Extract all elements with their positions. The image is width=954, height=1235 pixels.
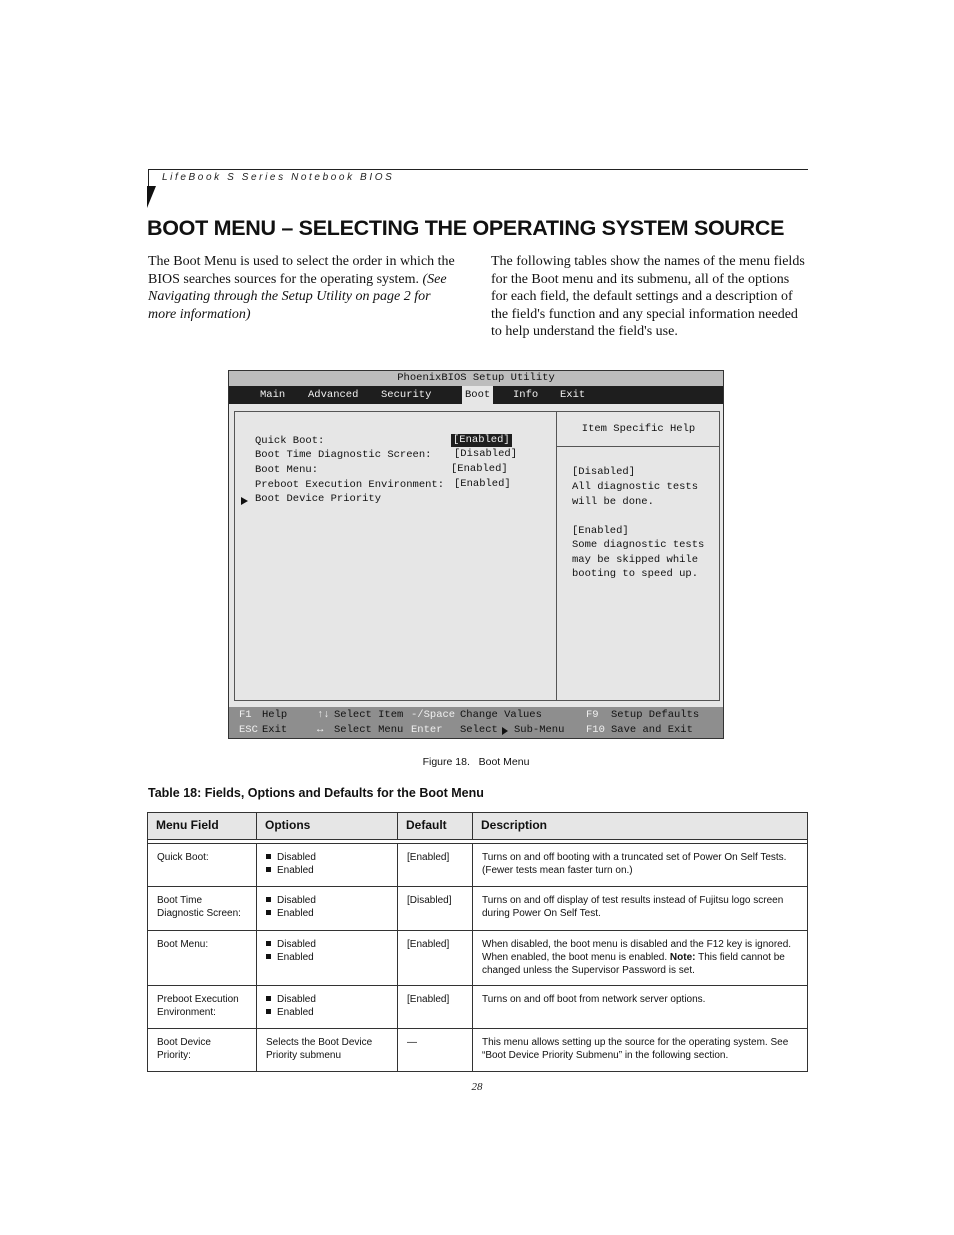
option-label: Disabled (277, 852, 316, 863)
running-header: LifeBook S Series Notebook BIOS (162, 172, 395, 183)
cell-options (257, 931, 398, 986)
option-item (266, 894, 388, 907)
cell-field: Boot Menu: (148, 931, 257, 986)
bios-screenshot (228, 370, 724, 739)
bios-field-boot-device-priority[interactable]: Boot Device Priority (255, 493, 382, 505)
page-title: BOOT MENU – SELECTING THE OPERATING SYSTEM SOURCE (147, 216, 785, 240)
table-header-row (148, 813, 808, 840)
help-title-rule (557, 446, 720, 447)
cell-description (473, 931, 808, 986)
header-rule (148, 169, 808, 170)
bullet-icon (266, 954, 271, 959)
bios-value-boot-time-diagnostic[interactable]: [Disabled] (454, 448, 518, 460)
key-f10: F10 (586, 724, 605, 736)
cell-default: [Enabled] (398, 931, 473, 986)
bios-menu-advanced[interactable]: Advanced (308, 389, 359, 401)
key-space-action: Change Values (460, 709, 542, 721)
key-f10-action: Save and Exit (611, 724, 693, 736)
bios-menu-boot[interactable]: Boot (462, 386, 493, 404)
cell-description: Turns on and off display of test results instead of Fujitsu logo screen during Power On Self Test. (473, 887, 808, 931)
table-title: Table 18: Fields, Options and Defaults for the Boot Menu (148, 786, 484, 800)
bios-menu-bar (229, 386, 723, 404)
bullet-icon (266, 910, 271, 915)
bios-menu-main[interactable]: Main (260, 389, 286, 401)
option-item (266, 864, 388, 877)
header-wedge-mark (147, 186, 156, 208)
table-row (148, 986, 808, 1029)
option-label: Disabled (277, 939, 316, 950)
option-item (266, 1006, 388, 1019)
option-label: Enabled (277, 1007, 314, 1018)
key-up-down-action: Select Item (334, 709, 404, 721)
cell-field: Boot Time Diagnostic Screen: (148, 887, 257, 931)
bios-value-preboot-execution[interactable]: [Enabled] (454, 478, 511, 490)
intro-paragraph-left (148, 253, 460, 323)
submenu-arrow-icon (241, 497, 248, 505)
cell-options (257, 844, 398, 887)
option-item (266, 851, 388, 864)
bios-field-boot-time-diagnostic[interactable]: Boot Time Diagnostic Screen: (255, 449, 432, 461)
bios-value-quick-boot[interactable]: [Enabled] (453, 434, 510, 446)
bullet-icon (266, 996, 271, 1001)
cell-field: Boot Device Priority: (148, 1029, 257, 1072)
help-line: will be done. (572, 496, 654, 508)
key-f1: F1 (239, 709, 252, 721)
cell-options: Selects the Boot Device Priority submenu (257, 1029, 398, 1072)
description-text: When disabled, the boot menu is disabled and the F12 key is ignored. When enabled, the boot menu is enabled. (482, 939, 792, 963)
bios-menu-exit[interactable]: Exit (560, 389, 586, 401)
option-label: Enabled (277, 865, 314, 876)
intro-left-reference: (See Navigating through the Setup Utility on page 2 for more information) (148, 271, 447, 322)
bios-footer (229, 707, 723, 738)
cell-options (257, 887, 398, 931)
header-description: Description (473, 813, 808, 840)
option-label: Enabled (277, 908, 314, 919)
key-f9: F9 (586, 709, 599, 721)
table-row (148, 1029, 808, 1072)
bullet-icon (266, 941, 271, 946)
bios-value-boot-menu[interactable]: [Enabled] (451, 463, 508, 475)
option-item (266, 993, 388, 1006)
bullet-icon (266, 854, 271, 859)
key-f9-action: Setup Defaults (611, 709, 700, 721)
key-esc: ESC (239, 724, 258, 736)
description-text: This field cannot be changed unless the Supervisor Password is set. (482, 952, 785, 976)
intro-left-text: The Boot Menu is used to select the order in which the BIOS searches sources for the operating system. (148, 254, 455, 287)
cell-description: This menu allows setting up the source for the operating system. See “Boot Device Priority Submenu” in the following section. (473, 1029, 808, 1072)
help-line: Some diagnostic tests (572, 539, 705, 551)
bullet-icon (266, 897, 271, 902)
key-up-down: ↑↓ (317, 709, 330, 721)
table-row (148, 844, 808, 887)
key-left-right: ↔ (317, 724, 324, 736)
help-line: All diagnostic tests (572, 481, 699, 493)
table-row (148, 931, 808, 986)
help-line: [Enabled] (572, 525, 629, 537)
bios-title-bar: PhoenixBIOS Setup Utility (229, 371, 723, 386)
key-esc-action: Exit (262, 724, 288, 736)
cell-default: — (398, 1029, 473, 1072)
option-label: Disabled (277, 895, 316, 906)
fields-table (147, 812, 808, 1072)
description-note-label: Note: (669, 952, 696, 963)
key-f1-action: Help (262, 709, 288, 721)
option-label: Enabled (277, 952, 314, 963)
help-title: Item Specific Help (581, 423, 696, 435)
bios-field-preboot-execution[interactable]: Preboot Execution Environment: (255, 479, 445, 491)
cell-field: Quick Boot: (148, 844, 257, 887)
help-line: [Disabled] (572, 466, 636, 478)
bios-menu-info[interactable]: Info (513, 389, 539, 401)
cell-field: Preboot Execution Environment: (148, 986, 257, 1029)
help-line: may be skipped while (572, 554, 699, 566)
option-item (266, 938, 388, 951)
header-default: Default (398, 813, 473, 840)
cell-default: [Enabled] (398, 844, 473, 887)
bios-main-panel (234, 411, 720, 701)
option-label: Disabled (277, 994, 316, 1005)
header-options: Options (257, 813, 398, 840)
submenu-arrow-icon (502, 727, 508, 735)
cell-description: Turns on and off boot from network server options. (473, 986, 808, 1029)
bullet-icon (266, 867, 271, 872)
cell-options (257, 986, 398, 1029)
bios-menu-security[interactable]: Security (381, 389, 432, 401)
option-item (266, 907, 388, 920)
key-enter: Enter (411, 724, 443, 736)
help-line: booting to speed up. (572, 568, 699, 580)
key-space: -/Space (411, 709, 456, 721)
intro-paragraph-right: The following tables show the names of the menu fields for the Boot menu and its submenu, all of the options for each field, the default settings and a description of the field's function and any special information needed to help understand the field's use. (491, 254, 805, 339)
figure-caption: Figure 18. Boot Menu (422, 756, 530, 768)
cell-default: [Enabled] (398, 986, 473, 1029)
page-number: 28 (471, 1081, 483, 1093)
cell-default: [Disabled] (398, 887, 473, 931)
cell-description: Turns on and off booting with a truncated set of Power On Self Tests. (Fewer tests mean faster turn on.) (473, 844, 808, 887)
bullet-icon (266, 1009, 271, 1014)
panel-divider (556, 412, 557, 700)
table-row (148, 887, 808, 931)
bios-field-quick-boot[interactable]: Quick Boot: (255, 435, 325, 447)
key-enter-action: Select (460, 724, 498, 736)
key-left-right-action: Select Menu (334, 724, 404, 736)
header-menu-field: Menu Field (148, 813, 257, 840)
bios-field-boot-menu[interactable]: Boot Menu: (255, 464, 319, 476)
key-enter-action-submenu: Sub-Menu (514, 724, 565, 736)
option-item (266, 951, 388, 964)
